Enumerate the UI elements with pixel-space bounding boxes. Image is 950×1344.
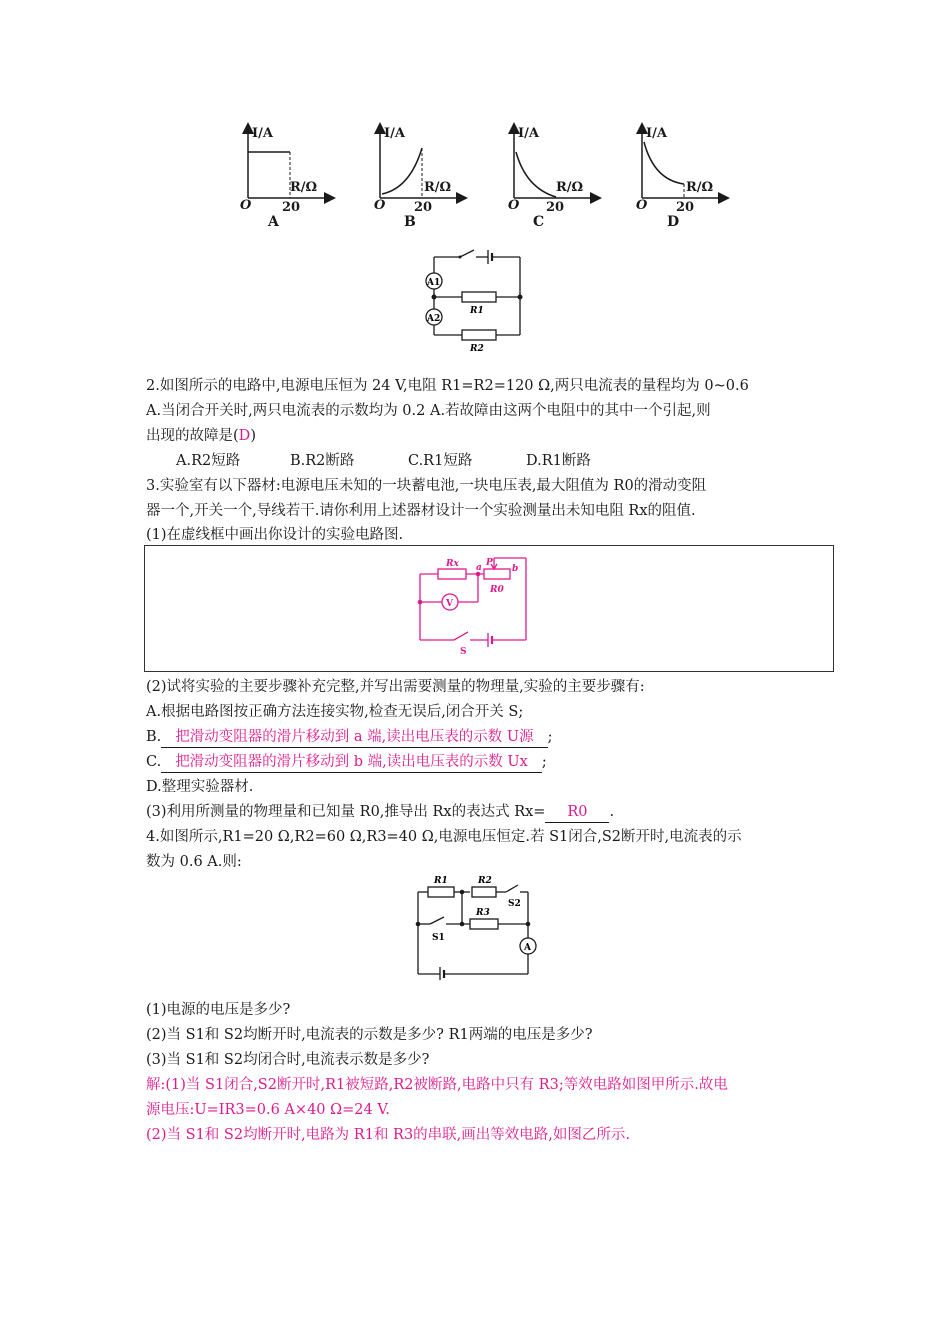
q4-r1-label: R1 [434,876,448,886]
q2-options [176,451,591,471]
circuit-q4 [410,872,540,980]
q4-line2: 数为 0.6 A.则: [146,854,242,870]
voltmeter-label: V [446,599,453,609]
r2-label: R2 [470,344,484,354]
q3-step-a: A.根据电路图按正确方法连接实物,检查无误后,闭合开关 S; [146,704,524,720]
q4-solution-3: (2)当 S1和 S2均断开时,电路为 R1和 R3的串联,画出等效电路,如图乙所示. [146,1127,631,1143]
q3-step-c-prefix: C. [146,754,162,770]
q3-step-b-suffix: ; [547,729,553,745]
q3-step-c-suffix: ; [541,754,547,770]
graph-c-origin: O [508,198,520,213]
q2-line3 [146,426,256,446]
graph-a-option: A [268,214,279,230]
q2-line1: 2.如图所示的电路中,电源电压恒为 24 V,电阻 R1=R2=120 Ω,两只电流表的量程均为 0~0.6 [146,378,749,394]
ammeter-a1-label: A1 [427,278,441,288]
q3-step-b [146,727,552,748]
q4-solution-2: 源电压:U=IR3=0.6 A×40 Ω=24 V. [146,1102,390,1118]
q4-r3-label: R3 [476,908,490,918]
q4-line1: 4.如图所示,R1=20 Ω,R2=60 Ω,R3=40 Ω,电源电压恒定.若 S1闭合,S2断开时,电流表的示 [146,829,742,845]
slider-p-label: P [486,558,493,568]
q3-step-c [146,752,547,773]
graph-d-option: D [667,214,680,230]
graph-c-tick: 20 [546,200,565,215]
rx-label: Rx [446,559,459,569]
q2-line3-prefix: 出现的故障是( [146,428,239,444]
q3-part3 [146,802,614,823]
q2-option-b: B.R2断路 [290,453,355,469]
graph-c-option: C [533,214,545,230]
graph-a-ylabel: I/A [252,126,273,141]
switch-s-label: S [460,647,467,657]
q2-option-c: C.R1短路 [408,453,473,469]
graph-a-tick: 20 [282,200,301,215]
terminal-a-label: a [476,563,482,573]
graph-d-ylabel: I/A [646,126,667,141]
q4-sub1: (1)电源的电压是多少? [146,1002,291,1018]
q3-part2: (2)试将实验的主要步骤补充完整,并写出需要测量的物理量,实验的主要步骤有: [146,679,645,695]
r0-label: R0 [490,585,504,595]
q2-option-d: D.R1断路 [526,453,591,469]
q3-step-c-answer: 把滑动变阻器的滑片移动到 b 端,读出电压表的示数 Ux [175,754,528,770]
graph-b-tick: 20 [414,200,433,215]
q2-option-a: A.R2短路 [176,453,241,469]
graph-a-origin: O [240,198,252,213]
q2-answer: D [238,428,251,444]
q4-solution-1: 解:(1)当 S1闭合,S2断开时,R1被短路,R2被断路,电路中只有 R3;等效电路如图甲所示.故电 [146,1077,728,1093]
terminal-b-label: b [512,564,519,574]
circuit-q2 [420,245,530,357]
circuit-q3 [408,552,538,657]
ammeter-a2-label: A2 [427,314,441,324]
graph-b-xlabel: R/Ω [424,180,452,195]
q3-step-b-prefix: B. [146,729,162,745]
q4-sub2: (2)当 S1和 S2均断开时,电流表的示数是多少? R1两端的电压是多少? [146,1027,593,1043]
q3-line2: 器一个,开关一个,导线若干.请你利用上述器材设计一个实验测量出未知电阻 Rx的阻值. [146,503,696,519]
q4-s2-label: S2 [508,899,521,909]
q3-step-d: D.整理实验器材. [146,779,254,795]
q3-step-b-answer: 把滑动变阻器的滑片移动到 a 端,读出电压表的示数 U源 [175,729,534,745]
graph-b-ylabel: I/A [384,126,405,141]
q3-part3-suffix: . [609,804,615,820]
q3-part1: (1)在虚线框中画出你设计的实验电路图. [146,527,404,543]
graph-c-ylabel: I/A [518,126,539,141]
graph-a-xlabel: R/Ω [290,180,318,195]
q2-line2: A.当闭合开关时,两只电流表的示数均为 0.2 A.若故障由这两个电阻中的其中一个引起,则 [146,403,711,419]
graph-b-origin: O [374,198,386,213]
q3-part3-prefix: (3)利用所测量的物理量和已知量 R0,推导出 Rx的表达式 Rx= [146,804,546,820]
q3-line1: 3.实验室有以下器材:电源电压未知的一块蓄电池,一块电压表,最大阻值为 R0的滑动变阻 [146,478,707,494]
q4-sub3: (3)当 S1和 S2均闭合时,电流表示数是多少? [146,1052,430,1068]
q4-s1-label: S1 [432,933,445,943]
graph-b-option: B [404,214,416,230]
r1-label: R1 [470,306,484,316]
graph-d-xlabel: R/Ω [686,180,714,195]
graph-d-tick: 20 [676,200,695,215]
graph-d-origin: O [636,198,648,213]
graph-c-xlabel: R/Ω [556,180,584,195]
q4-r2-label: R2 [478,876,492,886]
q4-ammeter-label: A [524,943,531,953]
q3-part3-answer: R0 [567,804,588,820]
q2-line3-suffix: ) [250,428,256,444]
